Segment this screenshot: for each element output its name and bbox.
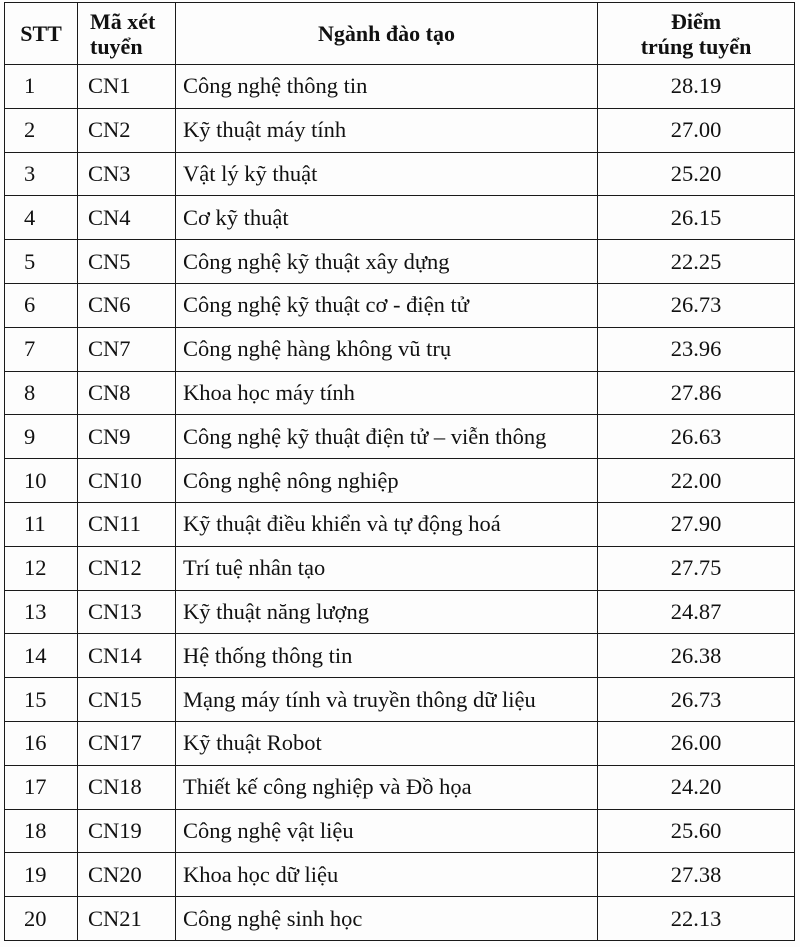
cell-stt: 8 [5, 371, 78, 415]
cell-major: Khoa học dữ liệu [176, 853, 598, 897]
cell-stt: 18 [5, 809, 78, 853]
cell-admission-code: CN1 [78, 65, 176, 109]
cell-stt: 9 [5, 415, 78, 459]
table-row [5, 502, 795, 546]
cell-score: 27.38 [598, 853, 795, 897]
cell-major: Thiết kế công nghiệp và Đồ họa [176, 765, 598, 809]
cell-stt: 12 [5, 546, 78, 590]
header-score [598, 3, 795, 65]
cell-admission-code: CN15 [78, 678, 176, 722]
cell-score: 25.20 [598, 152, 795, 196]
cell-admission-code: CN10 [78, 459, 176, 503]
cell-stt: 13 [5, 590, 78, 634]
cell-stt: 1 [5, 65, 78, 109]
cell-stt: 16 [5, 721, 78, 765]
cell-score: 27.86 [598, 371, 795, 415]
cell-score: 27.90 [598, 502, 795, 546]
header-code-line2: tuyển [90, 33, 143, 59]
cell-score: 26.38 [598, 634, 795, 678]
cell-stt: 11 [5, 502, 78, 546]
cell-stt: 6 [5, 283, 78, 327]
cell-admission-code: CN19 [78, 809, 176, 853]
header-major: Ngành đào tạo [176, 3, 598, 65]
table-row [5, 240, 795, 284]
admission-scores-table [4, 2, 795, 941]
cell-score: 25.60 [598, 809, 795, 853]
cell-major: Công nghệ kỹ thuật cơ - điện tử [176, 283, 598, 327]
cell-score: 23.96 [598, 327, 795, 371]
table-row [5, 459, 795, 503]
table-row [5, 721, 795, 765]
cell-score: 24.87 [598, 590, 795, 634]
cell-major: Trí tuệ nhân tạo [176, 546, 598, 590]
table-row [5, 634, 795, 678]
header-admission-code [78, 3, 176, 65]
cell-stt: 14 [5, 634, 78, 678]
cell-admission-code: CN7 [78, 327, 176, 371]
table-header [5, 3, 795, 65]
cell-major: Kỹ thuật điều khiển và tự động hoá [176, 502, 598, 546]
cell-major: Kỹ thuật Robot [176, 721, 598, 765]
cell-score: 26.15 [598, 196, 795, 240]
table-body [5, 65, 795, 941]
cell-admission-code: CN8 [78, 371, 176, 415]
table-row [5, 283, 795, 327]
header-row [5, 3, 795, 65]
cell-stt: 5 [5, 240, 78, 284]
cell-major: Công nghệ kỹ thuật điện tử – viễn thông [176, 415, 598, 459]
table-row [5, 678, 795, 722]
table-row [5, 546, 795, 590]
cell-score: 26.73 [598, 678, 795, 722]
cell-score: 24.20 [598, 765, 795, 809]
cell-major: Vật lý kỹ thuật [176, 152, 598, 196]
cell-admission-code: CN12 [78, 546, 176, 590]
cell-stt: 2 [5, 108, 78, 152]
cell-admission-code: CN9 [78, 415, 176, 459]
cell-major: Công nghệ thông tin [176, 65, 598, 109]
header-score-line2: trúng tuyển [640, 33, 752, 59]
table-row [5, 327, 795, 371]
cell-score: 26.00 [598, 721, 795, 765]
table-row [5, 152, 795, 196]
cell-score: 22.25 [598, 240, 795, 284]
header-score-line1: Điểm [670, 8, 722, 34]
table-row [5, 765, 795, 809]
cell-score: 28.19 [598, 65, 795, 109]
cell-admission-code: CN13 [78, 590, 176, 634]
cell-stt: 15 [5, 678, 78, 722]
header-code-line1: Mã xét [90, 8, 156, 34]
cell-major: Công nghệ kỹ thuật xây dựng [176, 240, 598, 284]
table-row [5, 65, 795, 109]
cell-score: 22.13 [598, 897, 795, 941]
cell-stt: 7 [5, 327, 78, 371]
cell-admission-code: CN6 [78, 283, 176, 327]
cell-major: Công nghệ vật liệu [176, 809, 598, 853]
cell-stt: 3 [5, 152, 78, 196]
cell-major: Công nghệ sinh học [176, 897, 598, 941]
cell-stt: 10 [5, 459, 78, 503]
cell-stt: 17 [5, 765, 78, 809]
cell-admission-code: CN20 [78, 853, 176, 897]
table-row [5, 108, 795, 152]
cell-major: Khoa học máy tính [176, 371, 598, 415]
cell-admission-code: CN4 [78, 196, 176, 240]
cell-admission-code: CN17 [78, 721, 176, 765]
cell-admission-code: CN3 [78, 152, 176, 196]
cell-admission-code: CN21 [78, 897, 176, 941]
table-row [5, 897, 795, 941]
table-row [5, 853, 795, 897]
cell-major: Công nghệ nông nghiệp [176, 459, 598, 503]
cell-admission-code: CN5 [78, 240, 176, 284]
cell-score: 26.63 [598, 415, 795, 459]
cell-score: 27.75 [598, 546, 795, 590]
cell-stt: 4 [5, 196, 78, 240]
table-row [5, 371, 795, 415]
cell-admission-code: CN2 [78, 108, 176, 152]
cell-admission-code: CN14 [78, 634, 176, 678]
cell-major: Kỹ thuật máy tính [176, 108, 598, 152]
cell-admission-code: CN11 [78, 502, 176, 546]
table-row [5, 590, 795, 634]
cell-major: Hệ thống thông tin [176, 634, 598, 678]
cell-admission-code: CN18 [78, 765, 176, 809]
cell-score: 22.00 [598, 459, 795, 503]
table-row [5, 809, 795, 853]
table-row [5, 196, 795, 240]
header-stt: STT [5, 3, 78, 65]
cell-score: 26.73 [598, 283, 795, 327]
cell-major: Công nghệ hàng không vũ trụ [176, 327, 598, 371]
cell-stt: 20 [5, 897, 78, 941]
cell-score: 27.00 [598, 108, 795, 152]
cell-major: Kỹ thuật năng lượng [176, 590, 598, 634]
cell-major: Mạng máy tính và truyền thông dữ liệu [176, 678, 598, 722]
cell-major: Cơ kỹ thuật [176, 196, 598, 240]
table-row [5, 415, 795, 459]
cell-stt: 19 [5, 853, 78, 897]
